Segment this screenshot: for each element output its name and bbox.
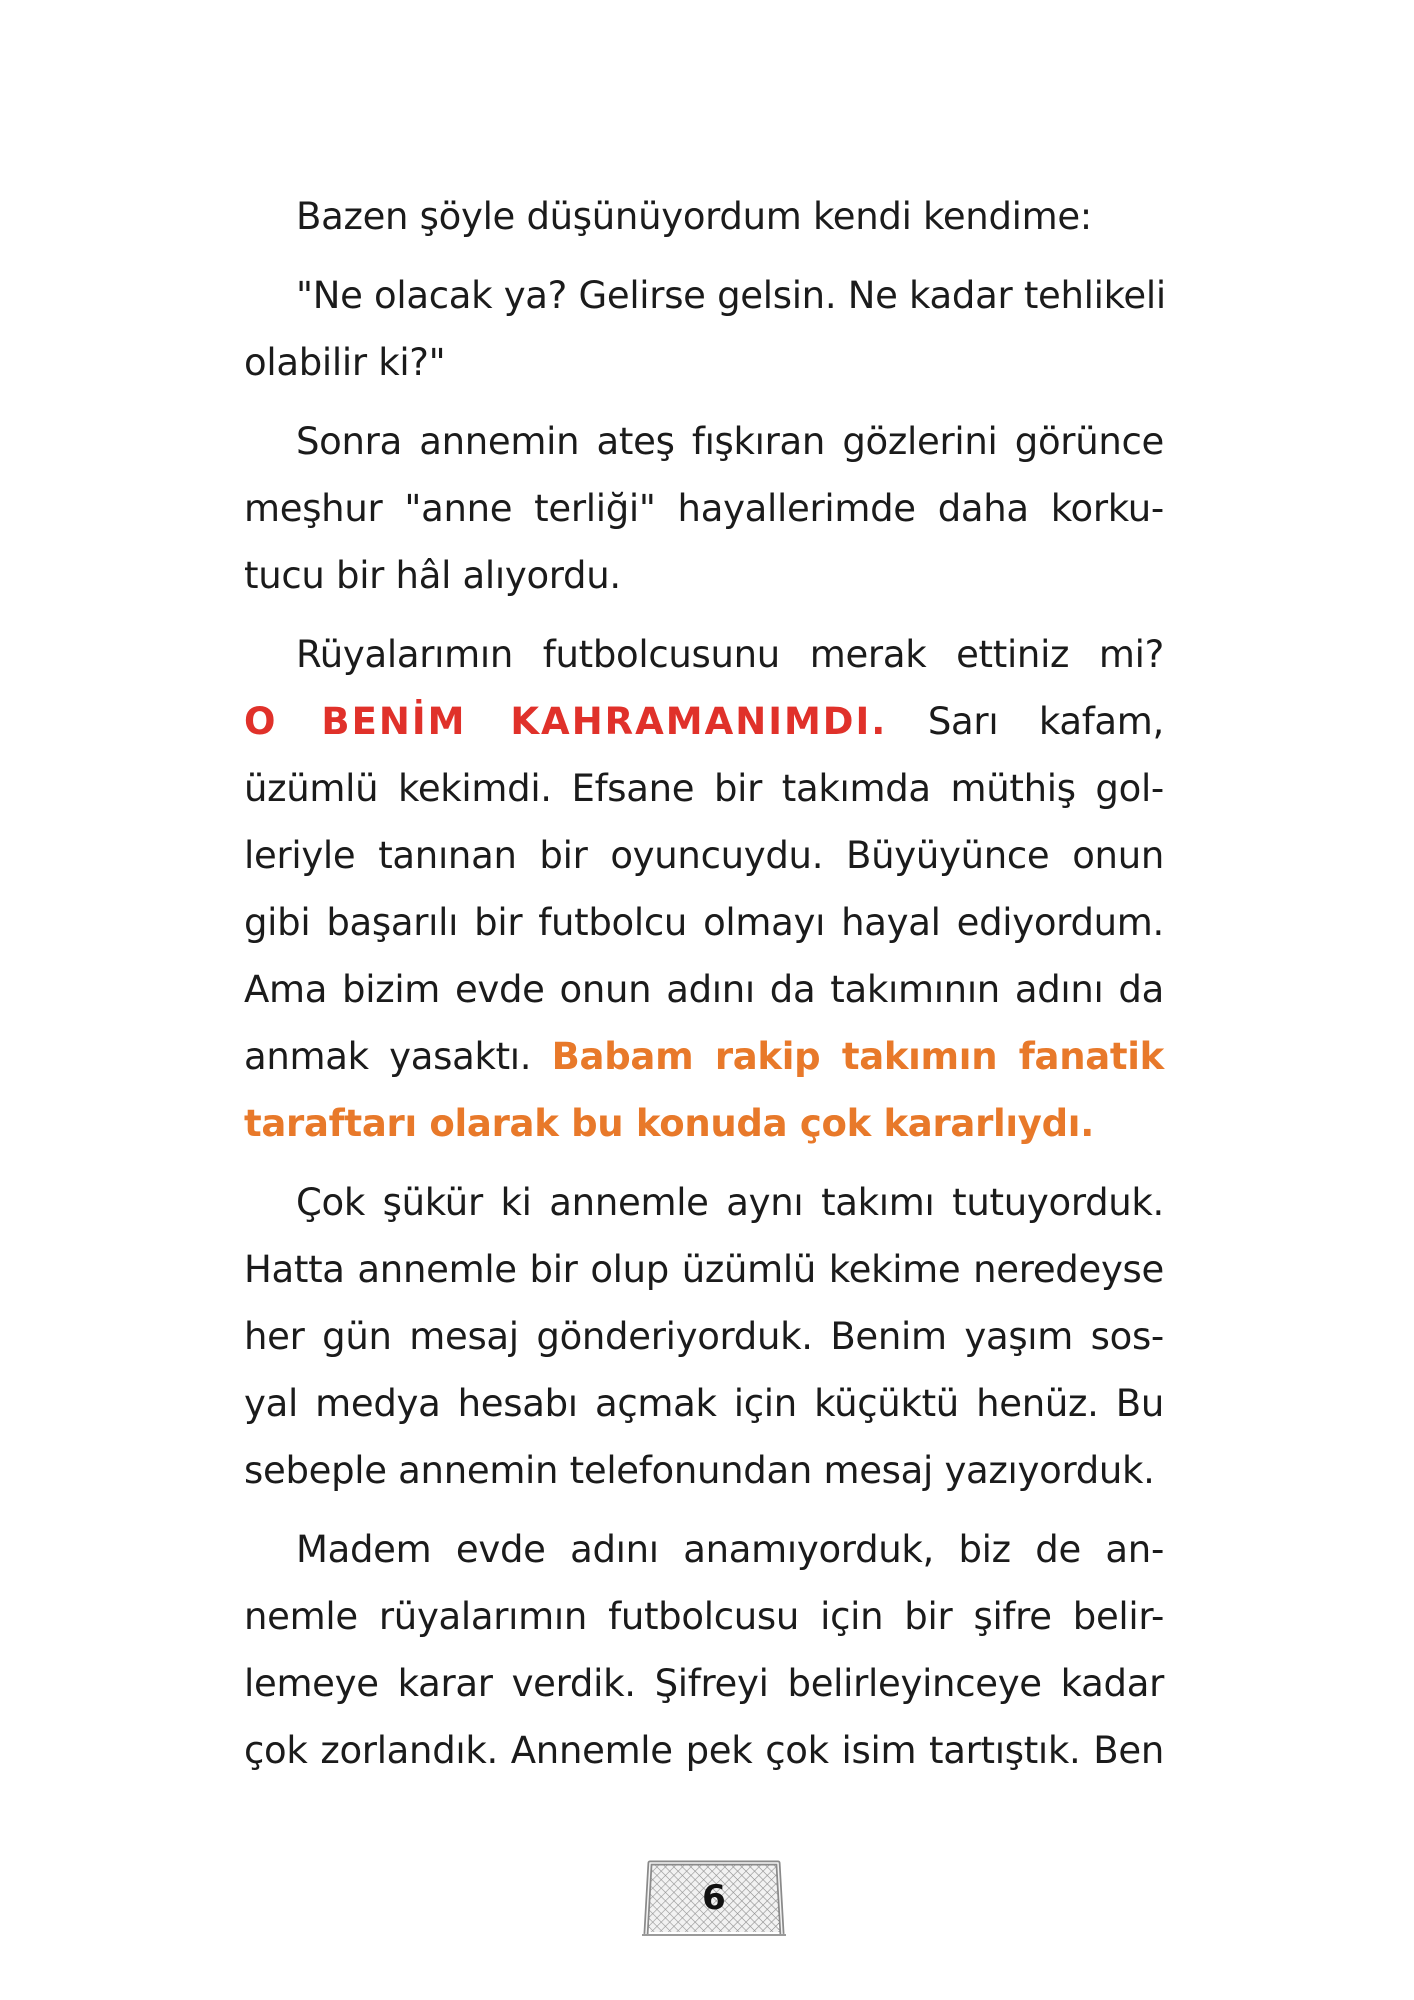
paragraph-4 [244, 621, 1164, 1157]
text-line: "Ne olacak ya? Gelirse gelsin. Ne kadar tehlikeli [296, 274, 1166, 317]
body-text [244, 183, 1164, 1784]
text-line: leriyle tanınan bir oyuncuydu. Büyüyünce onun [244, 834, 1164, 877]
text-line: üzümlü kekimdi. Efsane bir takımda müthiş gol- [244, 767, 1164, 810]
highlight-orange-text: taraftarı olarak bu konuda çok kararlıydı. [244, 1102, 1094, 1145]
text-line [244, 1023, 1164, 1090]
paragraph-2 [244, 262, 1164, 396]
paragraph-1 [244, 183, 1164, 250]
text-line: olabilir ki?" [244, 341, 446, 384]
highlight-orange-text: Babam rakip takımın fanatik [551, 1035, 1164, 1078]
paragraph-3 [244, 408, 1164, 609]
highlight-red-text: O BENİM KAHRAMANIMDI. [244, 700, 888, 743]
paragraph-6 [244, 1516, 1164, 1784]
text-line: çok zorlandık. Annemle pek çok isim tartıştık. Ben [244, 1729, 1164, 1772]
text-line: lemeye karar verdik. Şifreyi belirleyinceye kadar [244, 1662, 1164, 1705]
text-line: Rüyalarımın futbolcusunu merak ettiniz mi? [296, 633, 1164, 676]
text-line: Bazen şöyle düşünüyordum kendi kendime: [296, 195, 1092, 238]
text-line: Madem evde adını anamıyorduk, biz de an- [296, 1528, 1164, 1571]
page-number: 6 [702, 1878, 726, 1918]
text-segment: anmak yasaktı. [244, 1035, 552, 1078]
text-line: meşhur "anne terliği" hayallerimde daha korku- [244, 487, 1164, 530]
text-line: yal medya hesabı açmak için küçüktü henüz. Bu [244, 1382, 1164, 1425]
page-number-badge [640, 1858, 788, 1938]
text-line: gibi başarılı bir futbolcu olmayı hayal ediyordum. [244, 901, 1164, 944]
text-segment: Sarı kafam, [887, 700, 1164, 743]
text-line [244, 688, 1164, 755]
text-line: Ama bizim evde onun adını da takımının adını da [244, 968, 1164, 1011]
text-line: sebeple annemin telefonundan mesaj yazıyorduk. [244, 1449, 1155, 1492]
text-line: Hatta annemle bir olup üzümlü kekime neredeyse [244, 1248, 1164, 1291]
paragraph-5 [244, 1169, 1164, 1504]
text-line: Sonra annemin ateş fışkıran gözlerini görünce [296, 420, 1164, 463]
text-line: nemle rüyalarımın futbolcusu için bir şifre belir- [244, 1595, 1164, 1638]
text-line: Çok şükür ki annemle aynı takımı tutuyorduk. [296, 1181, 1164, 1224]
text-line: tucu bir hâl alıyordu. [244, 554, 621, 597]
text-line [244, 1090, 1164, 1157]
text-line: her gün mesaj gönderiyorduk. Benim yaşım sos- [244, 1315, 1164, 1358]
